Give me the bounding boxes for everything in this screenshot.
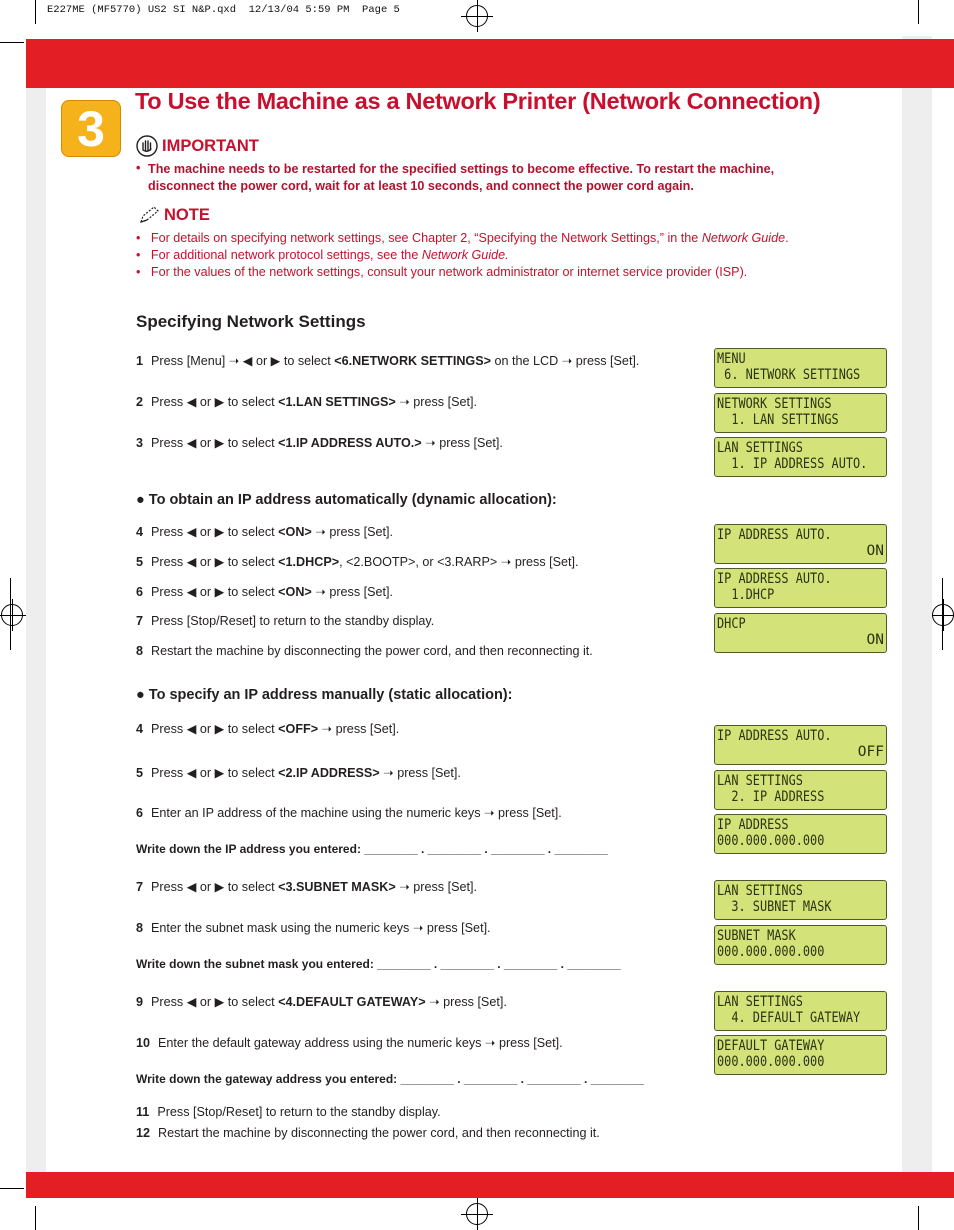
lcd-display: IP ADDRESS 000.000.000.000 bbox=[714, 814, 887, 854]
step-item: 7 Press [Stop/Reset] to return to the standby display. bbox=[136, 614, 435, 628]
lcd-display: SUBNET MASK 000.000.000.000 bbox=[714, 925, 887, 965]
step-item: 6 Enter an IP address of the machine using the numeric keys ➝ press [Set]. bbox=[136, 806, 562, 820]
important-text bbox=[148, 161, 868, 195]
step-item: 6 Press ◀ or ▶ to select <ON> ➝ press [Set]. bbox=[136, 585, 394, 599]
step-item: 8 Enter the subnet mask using the numeric keys ➝ press [Set]. bbox=[136, 921, 491, 935]
step-item: 10 Enter the default gateway address using the numeric keys ➝ press [Set]. bbox=[136, 1036, 563, 1050]
lcd-display: NETWORK SETTINGS 1. LAN SETTINGS bbox=[714, 393, 887, 433]
lcd-display: LAN SETTINGS 2. IP ADDRESS bbox=[714, 770, 887, 810]
crop-mark bbox=[35, 1206, 36, 1230]
step-item: 7 Press ◀ or ▶ to select <3.SUBNET MASK> ➝ press [Set]. bbox=[136, 880, 477, 894]
important-label: IMPORTANT bbox=[162, 136, 259, 155]
lcd-display: LAN SETTINGS 3. SUBNET MASK bbox=[714, 880, 887, 920]
important-line: The machine needs to be restarted for the specified settings to become effective. To restart the machine, bbox=[148, 162, 775, 176]
right-margin-panel bbox=[902, 36, 932, 1172]
crop-mark bbox=[10, 578, 11, 650]
step-item: 12 Restart the machine by disconnecting the power cord, and then reconnecting it. bbox=[136, 1126, 600, 1140]
footer-band bbox=[26, 1172, 954, 1198]
print-slug: E227ME (MF5770) US2 SI N&P.qxd 12/13/04 5:59 PM Page 5 bbox=[47, 4, 400, 16]
hand-icon bbox=[136, 135, 158, 157]
crop-mark bbox=[918, 0, 919, 24]
step-item: 1 Press [Menu] ➝ ◀ or ▶ to select <6.NETWORK SETTINGS> on the LCD ➝ press [Set]. bbox=[136, 354, 640, 368]
important-line: disconnect the power cord, wait for at least 10 seconds, and connect the power cord again. bbox=[148, 179, 694, 193]
note-label: NOTE bbox=[164, 205, 210, 224]
note-item: • For additional network protocol settings, see the Network Guide. bbox=[136, 248, 509, 262]
section-title: Specifying Network Settings bbox=[136, 312, 366, 331]
note-heading bbox=[138, 205, 210, 225]
writedown-ip: Write down the IP address you entered: ________ . ________ . ________ . ________ bbox=[136, 842, 608, 856]
note-item: • For the values of the network settings, consult your network administrator or internet service provider (ISP). bbox=[136, 265, 748, 279]
page-title: To Use the Machine as a Network Printer (Network Connection) bbox=[135, 88, 821, 114]
note-item: • For details on specifying network settings, see Chapter 2, “Specifying the Network Settings,” in the Network Guide. bbox=[136, 231, 789, 245]
important-heading bbox=[136, 135, 259, 157]
crop-mark bbox=[0, 42, 24, 43]
header-band bbox=[26, 39, 954, 88]
important-bullet: • bbox=[136, 161, 141, 175]
writedown-gateway: Write down the gateway address you entered: ________ . ________ . ________ . ________ bbox=[136, 1072, 645, 1086]
lcd-display: MENU 6. NETWORK SETTINGS bbox=[714, 348, 887, 388]
registration-mark-icon bbox=[1, 604, 23, 626]
lcd-display: LAN SETTINGS 1. IP ADDRESS AUTO. bbox=[714, 437, 887, 477]
step-item: 3 Press ◀ or ▶ to select <1.IP ADDRESS AUTO.> ➝ press [Set]. bbox=[136, 436, 503, 450]
step-number-badge: 3 bbox=[61, 100, 121, 157]
step-item: 2 Press ◀ or ▶ to select <1.LAN SETTINGS> ➝ press [Set]. bbox=[136, 395, 477, 409]
crop-mark bbox=[0, 1188, 24, 1189]
step-item: 5 Press ◀ or ▶ to select <2.IP ADDRESS> ➝ press [Set]. bbox=[136, 766, 461, 780]
registration-mark-icon bbox=[466, 5, 488, 27]
lcd-display: DHCP ON bbox=[714, 613, 887, 653]
dynamic-heading: ● To obtain an IP address automatically (dynamic allocation): bbox=[136, 492, 557, 508]
pencil-icon bbox=[138, 205, 160, 225]
crop-mark bbox=[942, 578, 943, 650]
registration-mark-icon bbox=[932, 604, 954, 626]
step-item: 4 Press ◀ or ▶ to select <ON> ➝ press [Set]. bbox=[136, 525, 394, 539]
step-item: 5 Press ◀ or ▶ to select <1.DHCP>, <2.BOOTP>, or <3.RARP> ➝ press [Set]. bbox=[136, 555, 579, 569]
lcd-display: IP ADDRESS AUTO. ON bbox=[714, 524, 887, 564]
step-item: 8 Restart the machine by disconnecting the power cord, and then reconnecting it. bbox=[136, 644, 593, 658]
step-item: 4 Press ◀ or ▶ to select <OFF> ➝ press [Set]. bbox=[136, 722, 400, 736]
registration-mark-icon bbox=[466, 1203, 488, 1225]
lcd-display: IP ADDRESS AUTO. 1.DHCP bbox=[714, 568, 887, 608]
lcd-display: DEFAULT GATEWAY 000.000.000.000 bbox=[714, 1035, 887, 1075]
writedown-subnet: Write down the subnet mask you entered: ________ . ________ . ________ . ________ bbox=[136, 957, 621, 971]
step-item: 9 Press ◀ or ▶ to select <4.DEFAULT GATEWAY> ➝ press [Set]. bbox=[136, 995, 507, 1009]
step-item: 11 Press [Stop/Reset] to return to the standby display. bbox=[136, 1105, 441, 1119]
static-heading: ● To specify an IP address manually (static allocation): bbox=[136, 687, 513, 703]
crop-mark bbox=[918, 1206, 919, 1230]
left-margin-panel bbox=[26, 88, 46, 1172]
lcd-display: LAN SETTINGS 4. DEFAULT GATEWAY bbox=[714, 991, 887, 1031]
crop-mark bbox=[35, 0, 36, 24]
lcd-display: IP ADDRESS AUTO. OFF bbox=[714, 725, 887, 765]
